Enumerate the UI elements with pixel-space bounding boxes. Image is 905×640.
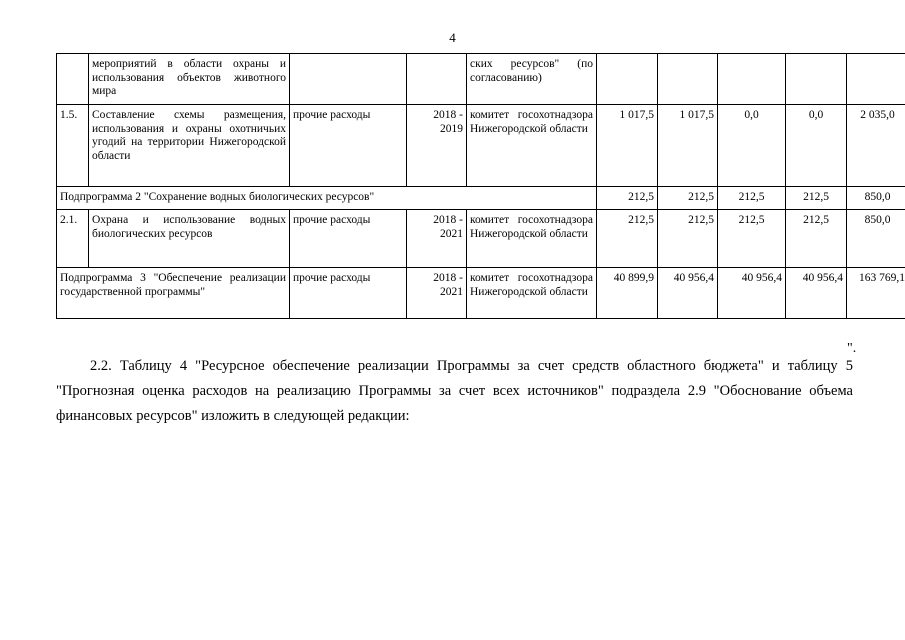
cell-period: 2018 - 2021	[407, 268, 467, 319]
table-row	[57, 210, 905, 268]
cell-total: 2 035,0	[847, 105, 905, 187]
cell-name: мероприятий в области охраны и использования объектов животного мира	[89, 54, 290, 105]
body-paragraph: 2.2. Таблицу 4 "Ресурсное обеспечение реализации Программы за счет средств областного бюджета" и таблицу 5 "Прогнозная оценка расходов на реализацию Программы за счет всех источников" подраздела 2.9 "Обоснование объема финансовых ресурсов" изложить в следующей редакции:	[56, 358, 853, 424]
cell-value-1: 212,5	[597, 187, 658, 210]
cell-name: Охрана и использование водных биологических ресурсов	[89, 210, 290, 268]
cell-expense	[290, 54, 407, 105]
cell-subprogram-title: Подпрограмма 3 "Обеспечение реализации государственной программы"	[57, 268, 290, 319]
cell-num	[57, 54, 89, 105]
cell-executor: комитет госохотнадзора Нижегородской области	[467, 210, 597, 268]
cell-value-2: 212,5	[658, 187, 718, 210]
cell-value-4: 212,5	[786, 187, 847, 210]
cell-value-4: 0,0	[786, 105, 847, 187]
cell-value-4	[786, 54, 847, 105]
cell-period	[407, 54, 467, 105]
cell-total: 850,0	[847, 187, 905, 210]
cell-name: Составление схемы размещения, использования и охраны охотничьих угодий на территории Нижегородской области	[89, 105, 290, 187]
cell-value-3	[718, 54, 786, 105]
table-row-subprogram	[57, 268, 905, 319]
table-row	[57, 105, 905, 187]
cell-expense: прочие расходы	[290, 268, 407, 319]
cell-period: 2018 - 2021	[407, 210, 467, 268]
cell-value-3: 212,5	[718, 210, 786, 268]
cell-value-1: 212,5	[597, 210, 658, 268]
cell-value-1: 40 899,9	[597, 268, 658, 319]
cell-value-2: 1 017,5	[658, 105, 718, 187]
table-row	[57, 54, 905, 105]
cell-executor: комитет госохотнадзора Нижегородской области	[467, 268, 597, 319]
cell-period: 2018 - 2019	[407, 105, 467, 187]
cell-expense: прочие расходы	[290, 210, 407, 268]
cell-total: 850,0	[847, 210, 905, 268]
cell-total: 163 769,1	[847, 268, 905, 319]
cell-total	[847, 54, 905, 105]
cell-num: 2.1.	[57, 210, 89, 268]
cell-value-1	[597, 54, 658, 105]
cell-num: 1.5.	[57, 105, 89, 187]
cell-value-2	[658, 54, 718, 105]
cell-executor: ских ресурсов" (по согласованию)	[467, 54, 597, 105]
cell-value-3: 212,5	[718, 187, 786, 210]
cell-value-3: 0,0	[718, 105, 786, 187]
cell-expense: прочие расходы	[290, 105, 407, 187]
cell-value-2: 212,5	[658, 210, 718, 268]
page-number: 4	[449, 30, 456, 45]
budget-table	[56, 53, 905, 319]
cell-value-1: 1 017,5	[597, 105, 658, 187]
cell-subprogram-title: Подпрограмма 2 "Сохранение водных биологических ресурсов"	[57, 187, 597, 210]
cell-value-4: 212,5	[786, 210, 847, 268]
cell-value-4: 40 956,4	[786, 268, 847, 319]
cell-value-3: 40 956,4	[718, 268, 786, 319]
table-row-subprogram	[57, 187, 905, 210]
cell-value-2: 40 956,4	[658, 268, 718, 319]
closing-quote: ".	[847, 341, 857, 356]
cell-executor: комитет госохотнадзора Нижегородской области	[467, 105, 597, 187]
